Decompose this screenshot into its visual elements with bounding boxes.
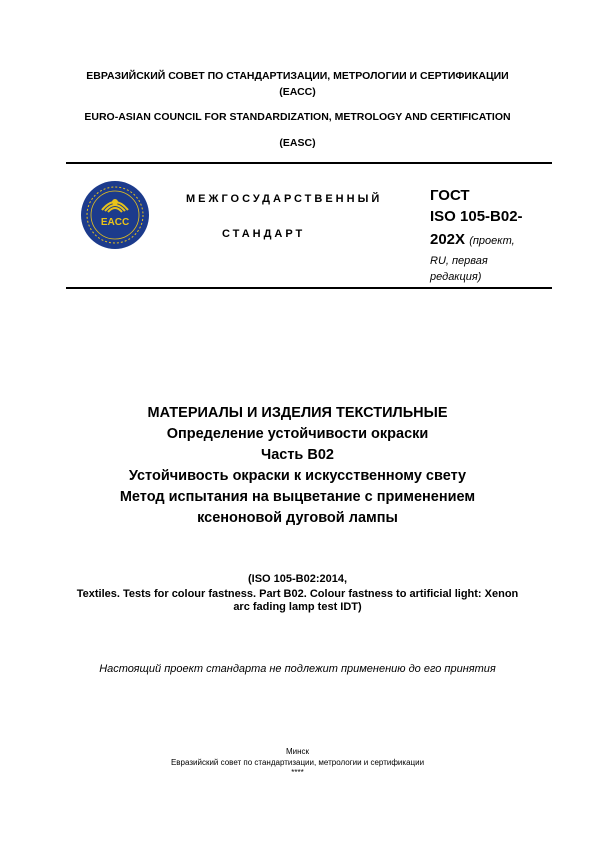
gost-number-line2 xyxy=(430,230,515,251)
document-subtitle-2: Устойчивость окраски к искусственному свету xyxy=(128,468,467,484)
footer-stars: **** xyxy=(291,768,304,777)
council-abbr-en: (EASC) xyxy=(279,137,316,149)
council-abbr-ru: (ЕАСС) xyxy=(279,86,316,98)
document-subtitle-4: ксеноновой дуговой лампы xyxy=(197,510,398,526)
easc-emblem-icon xyxy=(80,180,150,250)
header-divider-top xyxy=(66,162,552,164)
gost-draft-note-line3: редакция) xyxy=(430,271,482,283)
logo-text: EACC xyxy=(100,217,130,228)
iso-reference-line2: Textiles. Tests for colour fastness. Part B02. Colour fastness to artificial light: Xenon xyxy=(76,588,519,600)
footer-publisher: Евразийский совет по стандартизации, метрологии и сертификации xyxy=(170,758,425,767)
iso-reference-line3: arc fading lamp test IDT) xyxy=(233,601,362,613)
council-name-ru: ЕВРАЗИЙСКИЙ СОВЕТ ПО СТАНДАРТИЗАЦИИ, МЕТРОЛОГИИ И СЕРТИФИКАЦИИ xyxy=(86,70,509,82)
gost-draft-note: (проект, xyxy=(469,235,515,247)
draft-notice: Настоящий проект стандарта не подлежит применению до его принятия xyxy=(99,663,496,675)
gost-label: ГОСТ xyxy=(430,187,470,204)
document-subtitle-1: Определение устойчивости окраски xyxy=(166,426,429,442)
document-subtitle-3: Метод испытания на выцветание с применением xyxy=(119,489,476,505)
footer-city: Минск xyxy=(285,747,310,756)
gost-number-line1: ISO 105-B02- xyxy=(430,208,523,225)
header-divider-bottom xyxy=(66,287,552,289)
standard-type-line2: СТАНДАРТ xyxy=(222,228,306,240)
gost-number-year: 202X xyxy=(430,231,466,248)
council-name-en: EURO-ASIAN COUNCIL FOR STANDARDIZATION, METROLOGY AND CERTIFICATION xyxy=(84,111,511,123)
standard-type-line1: МЕЖГОСУДАРСТВЕННЫЙ xyxy=(186,193,383,205)
gost-draft-note-line2: RU, первая xyxy=(430,255,488,267)
document-title: МАТЕРИАЛЫ И ИЗДЕЛИЯ ТЕКСТИЛЬНЫЕ xyxy=(147,405,448,421)
iso-reference-line1: (ISO 105-B02:2014, xyxy=(247,573,348,585)
document-part: Часть B02 xyxy=(261,447,334,463)
